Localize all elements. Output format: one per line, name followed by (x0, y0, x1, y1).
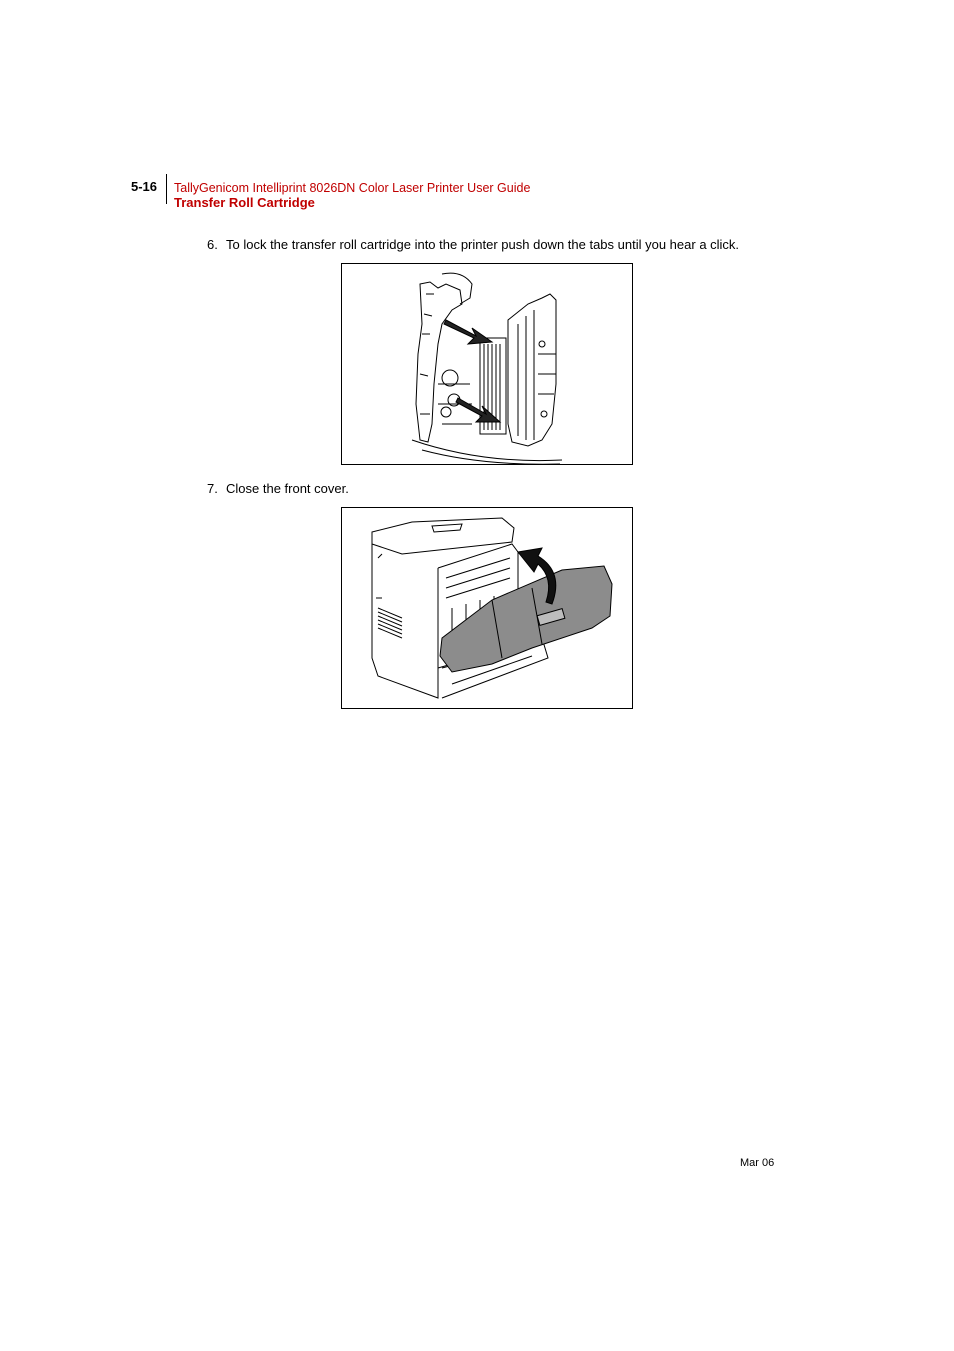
step-number: 7. (207, 481, 218, 496)
step-text: Close the front cover. (226, 481, 349, 496)
step-text: To lock the transfer roll cartridge into the printer push down the tabs until you hear a click. (226, 237, 740, 252)
page-number: 5-16 (131, 179, 158, 194)
guide-title: TallyGenicom Intelliprint 8026DN Color Laser Printer User Guide (174, 181, 531, 195)
printer-close-cover-illustration (342, 508, 634, 710)
step-6 (207, 237, 739, 252)
figure-close-cover (341, 507, 633, 709)
figure-lock-cartridge (341, 263, 633, 465)
printer-interior-illustration (342, 264, 634, 466)
step-7 (207, 481, 349, 496)
section-title: Transfer Roll Cartridge (174, 195, 315, 210)
footer-date: Mar 06 (740, 1157, 775, 1169)
step-number: 6. (207, 237, 218, 252)
header-divider (166, 174, 167, 204)
